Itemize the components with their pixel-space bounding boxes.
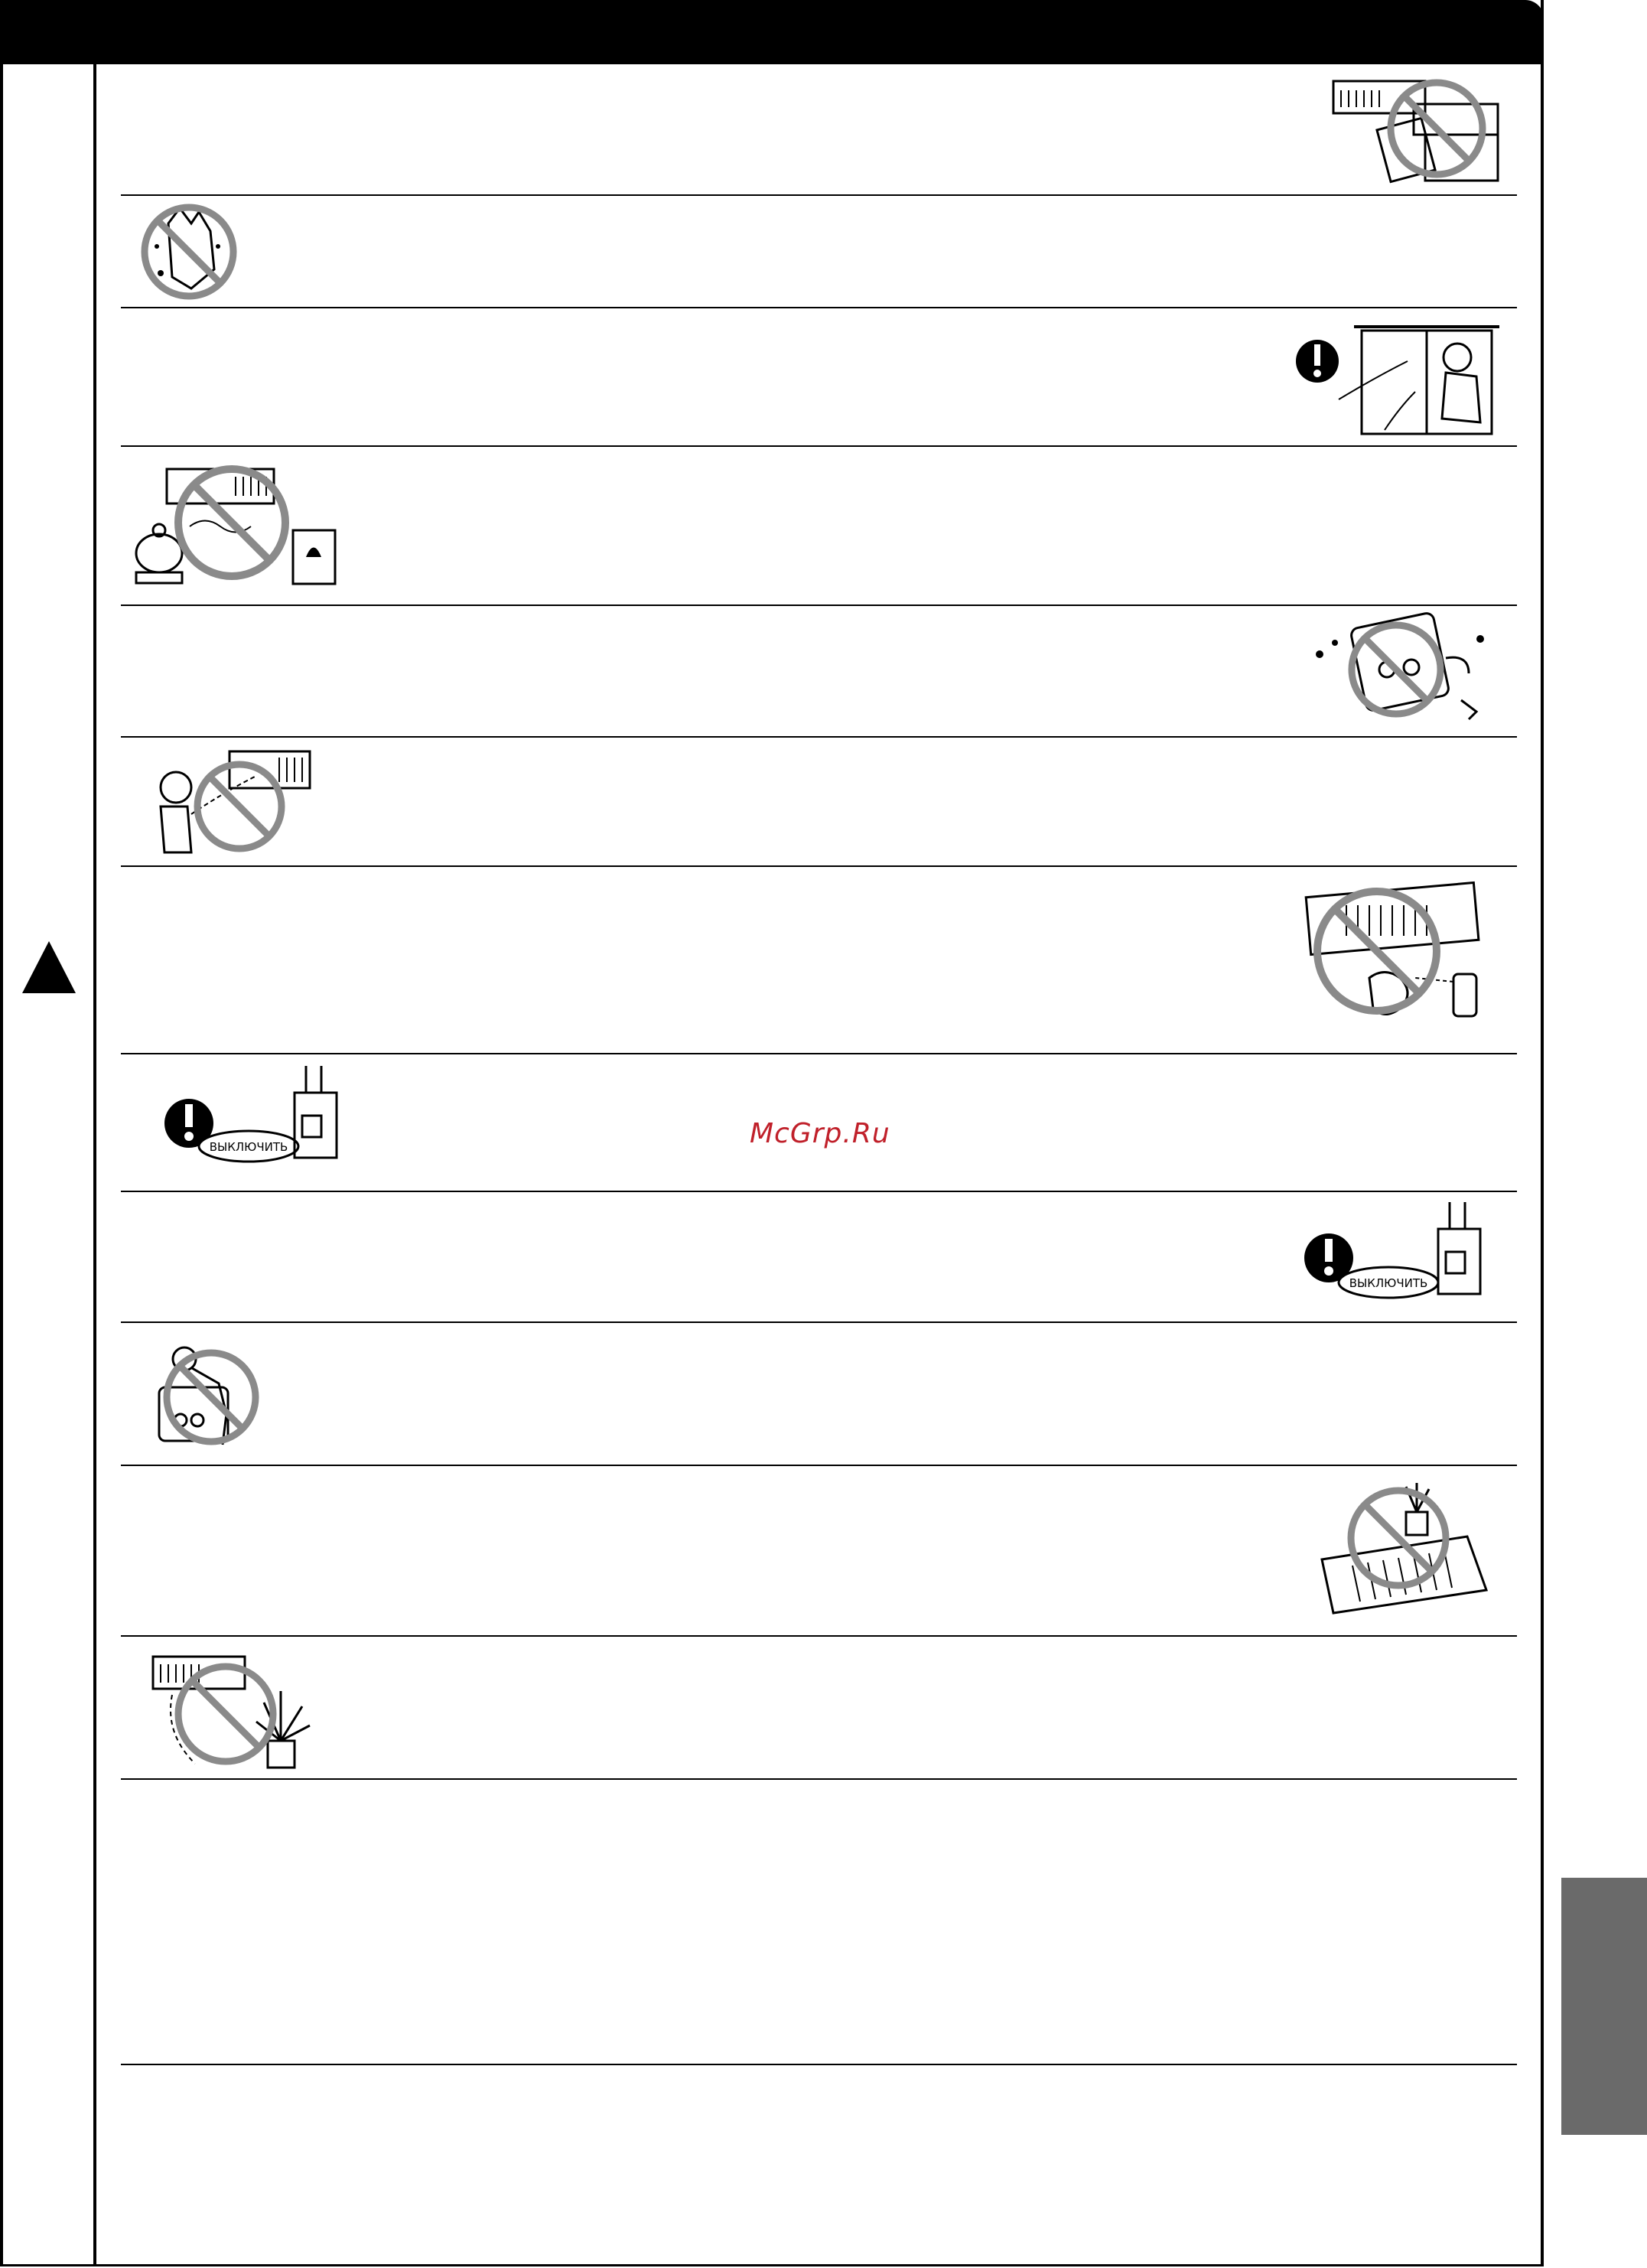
left-column-divider <box>93 64 96 2266</box>
section-header-bar <box>0 0 1544 64</box>
row-divider <box>121 1465 1517 1466</box>
no-climbing-icon <box>150 1338 263 1452</box>
ventilate-room-icon <box>1293 315 1509 439</box>
power-off-icon <box>157 1062 357 1169</box>
no-objects-on-top-icon <box>1314 1475 1498 1621</box>
row-divider <box>121 194 1517 196</box>
row-divider <box>121 604 1517 606</box>
warning-triangle-icon <box>22 941 76 993</box>
no-wet-hands-icon <box>138 200 245 303</box>
row-divider <box>121 2064 1517 2065</box>
row-divider <box>121 1635 1517 1637</box>
no-plants-under-unit-icon <box>149 1649 324 1775</box>
switch-off-label: ВЫКЛЮЧИТЬ <box>1349 1276 1428 1290</box>
no-spray-water-icon <box>149 745 316 859</box>
no-spray-can-icon <box>1300 878 1499 1031</box>
side-tab <box>1561 1878 1647 2135</box>
switch-off-label: ВЫКЛЮЧИТЬ <box>209 1140 288 1154</box>
power-off-icon <box>1297 1198 1499 1307</box>
watermark: McGrp.Ru <box>750 1118 890 1149</box>
row-divider <box>121 1191 1517 1192</box>
no-stacking-icon <box>1330 73 1502 188</box>
no-heat-source-icon <box>129 458 355 589</box>
no-water-icon <box>1304 612 1500 727</box>
row-divider <box>121 1053 1517 1054</box>
row-divider <box>121 1321 1517 1323</box>
row-divider <box>121 307 1517 308</box>
row-divider <box>121 445 1517 447</box>
row-divider <box>121 1778 1517 1780</box>
row-divider <box>121 865 1517 867</box>
row-divider <box>121 736 1517 738</box>
